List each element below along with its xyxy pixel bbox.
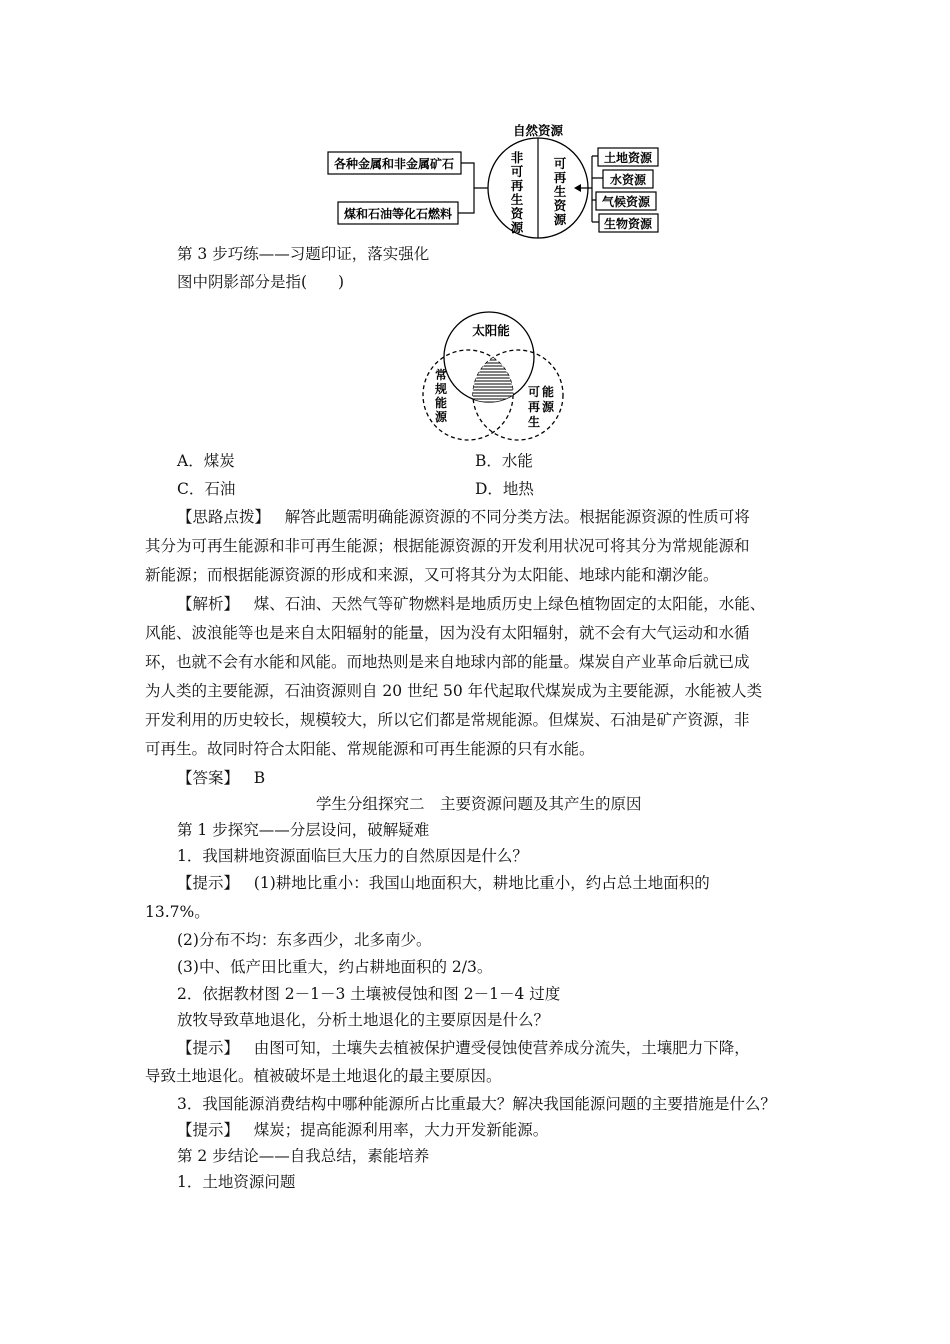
renewable-label — [554, 156, 567, 227]
hint-line-3: 新能源；而根据能源资源的形成和来源，又可将其分为太阳能、地球内能和潮汐能。 — [145, 566, 719, 584]
tip1-line-4: (3)中、低产田比重大，约占耕地面积的 2/3。 — [177, 958, 493, 976]
answer-line — [177, 768, 265, 788]
analysis-line-1: 【解析】 煤、石油、天然气等矿物燃料是地质历史上绿色植物固定的太阳能，水能、 — [177, 595, 766, 613]
analysis-line-5: 开发利用的历史较长，规模较大，所以它们都是常规能源。但煤炭、石油是矿产资源，非 — [145, 711, 750, 729]
svg-text:规: 规 — [434, 382, 448, 396]
left-box-fossil-fuels: 煤和石油等化石燃料 — [343, 207, 453, 221]
analysis-line-4: 为人类的主要能源，石油资源则自 20 世纪 50 年代起取代煤炭成为主要能源，水能被人类 — [145, 682, 763, 700]
tip1-line-3: (2)分布不均：东多西少，北多南少。 — [177, 931, 432, 949]
svg-text:可: 可 — [553, 156, 567, 171]
analysis-line-2: 风能、波浪能等也是来自太阳辐射的能量，因为没有太阳辐射，就不会有大气运动和水循 — [145, 624, 750, 642]
option-b[interactable]: B．水能 — [475, 452, 533, 470]
tip2-label: 【提示】 — [177, 1039, 240, 1057]
venn-label-solar: 太阳能 — [472, 323, 510, 338]
tip3-line: 【提示】 煤炭；提高能源利用率，大力开发新能源。 — [177, 1121, 549, 1139]
svg-text:生: 生 — [553, 184, 567, 199]
non-renewable-label — [511, 150, 524, 235]
option-a[interactable]: A．煤炭 — [177, 452, 235, 470]
question-2-line-2: 放牧导致草地退化，分析土地退化的主要原因是什么？ — [177, 1011, 550, 1029]
svg-text:可: 可 — [527, 385, 541, 399]
tip1-label: 【提示】 — [177, 874, 240, 892]
right-box-water: 水资源 — [609, 173, 647, 187]
question-3: 3．我国能源消费结构中哪种能源所占比重最大？解决我国能源问题的主要措施是什么？ — [177, 1095, 776, 1113]
question-text: 图中阴影部分是指( ) — [177, 273, 345, 291]
question-1: 1．我国耕地资源面临巨大压力的自然原因是什么？ — [177, 847, 528, 865]
svg-text:生: 生 — [527, 415, 541, 429]
diagram-title: 自然资源 — [512, 123, 564, 138]
hint-line-2: 其分为可再生能源和非可再生能源；根据能源资源的开发利用状况可将其分为常规能源和 — [145, 537, 750, 555]
hint-line-1: 【思路点拨】 解答此题需明确能源资源的不同分类方法。根据能源资源的性质可将 — [177, 508, 750, 526]
svg-text:源: 源 — [541, 400, 555, 414]
svg-text:再: 再 — [527, 400, 541, 414]
analysis-label: 【解析】 — [177, 595, 240, 613]
right-box-climate: 气候资源 — [601, 195, 651, 209]
svg-text:源: 源 — [510, 220, 524, 235]
analysis-line-3: 环，也就不会有水能和风能。而地热则是来自地球内部的能量。煤炭自产业革命后就已成 — [145, 653, 750, 671]
step1-heading: 第 1 步探究——分层设问，破解疑难 — [177, 821, 430, 839]
answer-value: B — [253, 769, 266, 787]
question-2-line-1: 2．依据教材图 2－1－3 土壤被侵蚀和图 2－1－4 过度 — [177, 985, 561, 1003]
item-1-land-resources: 1．土地资源问题 — [177, 1173, 296, 1191]
analysis-line-6: 可再生。故同时符合太阳能、常规能源和可再生能源的只有水能。 — [145, 740, 595, 758]
natural-resources-diagram — [320, 120, 670, 240]
energy-venn-diagram — [415, 305, 575, 445]
svg-text:源: 源 — [434, 410, 448, 424]
answer-label: 【答案】 — [177, 769, 240, 787]
option-d[interactable]: D．地热 — [475, 480, 534, 498]
svg-text:再: 再 — [553, 170, 567, 185]
svg-text:能: 能 — [434, 396, 448, 410]
svg-text:非: 非 — [510, 150, 524, 165]
svg-text:源: 源 — [553, 212, 567, 227]
svg-text:再: 再 — [510, 178, 524, 193]
left-box-minerals: 各种金属和非金属矿石 — [333, 157, 455, 171]
step2-heading: 第 2 步结论——自我总结，素能培养 — [177, 1147, 430, 1165]
right-box-biological: 生物资源 — [603, 217, 653, 231]
hint-label: 【思路点拨】 — [177, 508, 271, 526]
section-title: 学生分组探究二 主要资源问题及其产生的原因 — [316, 795, 642, 813]
option-c[interactable]: C．石油 — [177, 480, 236, 498]
tip3-label: 【提示】 — [177, 1121, 240, 1139]
svg-text:常: 常 — [434, 368, 448, 382]
step3-heading: 第 3 步巧练——习题印证，落实强化 — [177, 245, 430, 263]
svg-text:生: 生 — [510, 192, 524, 207]
svg-text:资: 资 — [510, 206, 524, 221]
tip2-line-1: 【提示】 由图可知，土壤失去植被保护遭受侵蚀使营养成分流失，土壤肥力下降， — [177, 1039, 750, 1057]
tip1-line-2: 13.7%。 — [145, 903, 210, 921]
right-box-land: 土地资源 — [603, 151, 653, 165]
venn-label-conventional — [434, 367, 448, 424]
svg-text:资: 资 — [553, 198, 567, 213]
venn-label-renewable — [528, 384, 555, 429]
svg-text:能: 能 — [541, 385, 555, 399]
tip1-line-1: 【提示】 (1)耕地比重小：我国山地面积大，耕地比重小，约占总土地面积的 — [177, 874, 710, 892]
svg-text:可: 可 — [510, 164, 524, 179]
tip2-line-2: 导致土地退化。植被破坏是土地退化的最主要原因。 — [145, 1067, 502, 1085]
